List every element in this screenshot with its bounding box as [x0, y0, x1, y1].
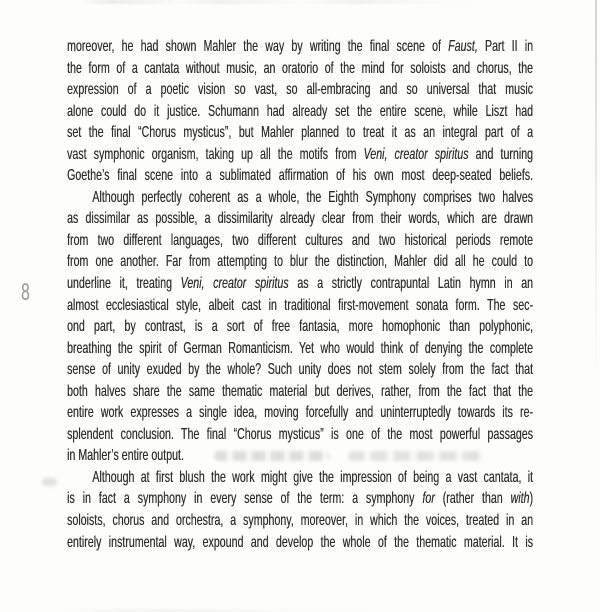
text-line — [67, 187, 533, 209]
text-segment: alone could do it justice. Schumann had already set the entire scene, while Liszt had — [67, 102, 533, 120]
text-segment: ond part, by contrast, is a sort of free fantasia, more homophonic than polyphonic, — [67, 318, 533, 336]
text-line — [67, 58, 533, 80]
show-through-ghost-text — [214, 451, 330, 461]
text-segment: entire work expresses a single idea, moving forcefully and uninterruptedly towards its re- — [67, 404, 533, 422]
show-through-ghost-smudge — [42, 478, 57, 486]
text-segment: and turning — [468, 145, 533, 163]
text-line — [67, 251, 533, 273]
text-line — [67, 101, 533, 123]
italic-text-segment: for — [422, 490, 435, 508]
italic-text-segment: Faust, — [448, 38, 478, 55]
text-segment: as a strictly contrapuntal Latin hymn in an — [288, 275, 533, 293]
text-segment: Although at first blush the work might give the impression of being a vast cantata, it — [92, 468, 533, 486]
text-line — [67, 381, 533, 403]
text-line — [67, 122, 533, 144]
text-segment: vast symphonic organism, taking up all the motifs from — [67, 145, 364, 163]
text-segment: (rather than — [434, 490, 511, 508]
text-segment: from two different languages, two different cultures and two historical periods remote — [67, 231, 533, 249]
text-line — [67, 532, 533, 554]
text-line — [67, 510, 533, 532]
italic-text-segment: Veni, creator spiritus — [363, 145, 469, 163]
text-segment: splendent conclusion. The final “Chorus mysticus” is one of the most powerful passages — [67, 425, 533, 443]
text-segment: Part II in — [477, 38, 533, 55]
text-line — [67, 359, 533, 381]
text-segment: as dissimilar as possible, a dissimilarity already clear from their words, which are drawn — [67, 210, 533, 228]
text-line — [67, 402, 533, 424]
italic-text-segment: Veni, creator spiritus — [180, 275, 289, 293]
text-segment: almost ecclesiastical style, albeit cast in traditional first-movement sonata form. The sec- — [67, 296, 533, 314]
text-segment: ) — [529, 490, 534, 508]
text-line — [67, 165, 533, 187]
text-segment: set the final “Chorus mysticus”, but Mahler planned to treat it as an integral part of a — [67, 124, 533, 142]
text-line — [67, 36, 533, 58]
scan-artifact-top-edge — [80, 0, 480, 4]
text-segment: in Mahler’s entire output. — [67, 447, 184, 465]
show-through-ghost-text — [348, 451, 484, 461]
text-segment: moreover, he had shown Mahler the way by writing the final scene of — [67, 38, 449, 55]
text-line — [67, 316, 533, 338]
text-line — [67, 208, 533, 230]
text-segment: underline it, treating — [67, 275, 181, 293]
text-segment: Goethe’s final scene into a sublimated affirmation of his own most deep-seated beliefs. — [67, 167, 533, 185]
text-segment: the form of a cantata without music, an oratorio of the mind for soloists and chorus, the — [67, 59, 533, 77]
text-line — [67, 338, 533, 360]
text-segment: Although perfectly coherent as a whole, the Eighth Symphony comprises two halves — [92, 188, 533, 206]
text-segment: entirely instrumental way, expound and develop the whole of the thematic material. It is — [67, 533, 533, 551]
text-segment: breathing the spirit of German Romanticism. Yet who would think of denying the complete — [67, 339, 533, 357]
text-line — [67, 488, 533, 510]
text-segment: soloists, chorus and orchestra, a symphony, moreover, in which the voices, treated in an — [67, 512, 533, 530]
text-line — [67, 230, 533, 252]
text-block — [67, 36, 533, 553]
scan-artifact-right-edge — [595, 0, 597, 380]
text-line — [67, 79, 533, 101]
text-segment: expression of a poetic vision so vast, so all-embracing and so universal that music — [67, 81, 533, 99]
text-line — [67, 295, 533, 317]
text-line — [67, 467, 533, 489]
italic-text-segment: with — [510, 490, 530, 508]
page-number: 8 — [21, 279, 30, 306]
text-line — [67, 273, 533, 295]
text-segment: sense of unity exuded by the whole? Such unity does not stem solely from the fact that — [67, 361, 533, 379]
text-segment: both halves share the same thematic material but derives, rather, from the fact that the — [67, 382, 533, 400]
text-line — [67, 144, 533, 166]
text-segment: from one another. Far from attempting to blur the distinction, Mahler did all he could to — [67, 253, 533, 271]
text-segment: is in fact a symphony in every sense of the term: a symphony — [67, 490, 423, 508]
text-line — [67, 424, 533, 446]
